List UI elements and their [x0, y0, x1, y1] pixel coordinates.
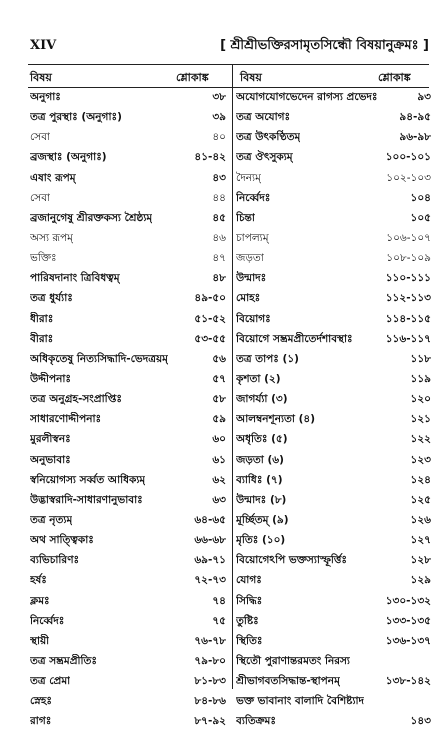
- entry-verse-number: ৬৩: [212, 493, 226, 506]
- entry-verse-number: ৪৫: [212, 211, 226, 224]
- entry-subject: সেবা: [30, 131, 51, 144]
- entry-subject: ভক্তিঃ: [30, 252, 57, 265]
- index-entry: [30, 714, 226, 734]
- entry-subject: ব্রজস্থাঃ (অনুগাঃ): [30, 151, 107, 164]
- entry-verse-number: ১২২: [410, 433, 431, 446]
- entry-verse-number: ৮৪-৮৬: [194, 695, 226, 708]
- index-entry: [30, 251, 226, 271]
- index-entry: [236, 493, 431, 513]
- index-entry: [30, 432, 226, 452]
- entry-verse-number: ১০০-১০১: [385, 151, 431, 164]
- index-entry: [236, 150, 431, 170]
- entry-subject: বিয়োগঃ: [236, 312, 271, 325]
- entry-subject: বিয়োগে সম্ভ্রমপ্রীতের্দশাবস্থাঃ: [236, 332, 353, 345]
- index-entry: [30, 271, 226, 291]
- index-entry: [236, 432, 431, 452]
- header-rule: [28, 87, 429, 88]
- index-entry: [236, 372, 431, 392]
- index-entry: [236, 674, 431, 694]
- page-number: XIV: [30, 38, 57, 53]
- entry-verse-number: ৬৪-৬৫: [194, 513, 226, 526]
- index-entry: [30, 614, 226, 634]
- entry-subject: অনুভাবাঃ: [30, 453, 71, 466]
- entry-verse-number: ৫১-৫২: [194, 312, 226, 325]
- entry-verse-number: ১১২-১১৩: [385, 292, 431, 305]
- entry-subject: তত্র ধুর্য্যাঃ: [30, 292, 73, 305]
- entry-subject: তত্র ঔৎসুক্যম্: [236, 151, 293, 164]
- entry-verse-number: ১৩৩-১৩৫: [385, 614, 431, 627]
- entry-subject: নির্ব্বেদঃ: [30, 614, 65, 627]
- index-entry: [30, 150, 226, 170]
- index-entry: [236, 171, 431, 191]
- entry-verse-number: ৭৪: [212, 594, 226, 607]
- index-entry: [30, 392, 226, 412]
- index-entry: [30, 332, 226, 352]
- entry-subject: স্থায়ী: [30, 634, 50, 647]
- index-entry: [30, 90, 226, 110]
- entry-verse-number: ৪৭: [212, 252, 226, 265]
- entry-verse-number: ১২৮: [410, 554, 431, 567]
- entry-verse-number: ১২৭: [410, 534, 431, 547]
- entry-subject: ব্যভিচারিণঃ: [30, 554, 80, 567]
- index-entry: [30, 291, 226, 311]
- entry-verse-number: ৪৯-৫০: [194, 292, 226, 305]
- index-entry: [236, 352, 431, 372]
- entry-subject: জাগর্য্যা (৩): [236, 393, 288, 406]
- entry-subject: মুরলীস্বনঃ: [30, 433, 71, 446]
- entry-subject: উদ্দীপনাঃ: [30, 372, 71, 385]
- entry-verse-number: ১০৪: [410, 191, 431, 204]
- index-entry: [236, 332, 431, 352]
- entry-subject: জড়তা (৬): [236, 453, 284, 466]
- index-entry: [30, 694, 226, 714]
- entry-subject: অথ সাত্ত্বিকাঃ: [30, 534, 94, 547]
- index-entry: [236, 533, 431, 553]
- entry-subject: সেবা: [30, 191, 51, 204]
- entry-subject: অধৃতিঃ (৫): [236, 433, 288, 446]
- index-entry: [30, 453, 226, 473]
- index-entry: [236, 291, 431, 311]
- entry-verse-number: ১২০: [410, 393, 431, 406]
- index-entry: [236, 251, 431, 271]
- entry-subject: অনুগাঃ: [30, 91, 61, 103]
- entry-subject: জড়তা: [236, 252, 264, 265]
- entry-verse-number: ৭৫: [212, 614, 226, 627]
- entry-subject: তত্র তাপঃ (১): [236, 352, 299, 365]
- index-entry: [30, 513, 226, 533]
- index-entry: [236, 271, 431, 291]
- entry-verse-number: ৭৬-৭৮: [194, 634, 226, 647]
- entry-verse-number: ১২১: [410, 413, 431, 426]
- entry-subject: উন্মাদঃ (৮): [236, 493, 287, 506]
- index-entry: [30, 312, 226, 332]
- entry-subject: স্বনিয়োগস্য সর্ব্বত আধিক্যম্: [30, 473, 146, 486]
- index-entry: [236, 553, 431, 573]
- entry-verse-number: ৭২-৭৩: [194, 574, 226, 587]
- entry-verse-number: ৪১-৪২: [194, 151, 226, 164]
- entry-verse-number: ৫৩-৫৫: [194, 332, 226, 345]
- column-divider: [232, 64, 233, 689]
- index-entry: [236, 130, 431, 150]
- index-entry: [30, 211, 226, 231]
- entry-verse-number: ১২৬: [410, 513, 431, 526]
- entry-verse-number: ১২৯: [410, 574, 431, 587]
- entry-subject: যোগঃ: [236, 574, 262, 587]
- index-entry: [30, 553, 226, 573]
- left-index-column: [30, 90, 226, 735]
- index-entry: [30, 171, 226, 191]
- index-entry: [30, 654, 226, 674]
- entry-subject: চিন্তা: [236, 211, 255, 224]
- entry-verse-number: ৩৯: [212, 111, 226, 124]
- entry-verse-number: ১০২-১০৩: [386, 171, 431, 184]
- index-entry: [30, 130, 226, 150]
- entry-verse-number: ৬৯-৭১: [194, 554, 226, 567]
- entry-subject: তত্র সম্ভ্রমপ্রীতিঃ: [30, 654, 98, 667]
- index-entry: [30, 674, 226, 694]
- index-entry: [236, 392, 431, 412]
- entry-verse-number: ১২৪: [410, 473, 431, 486]
- entry-subject: ব্যতিক্রমঃ: [236, 715, 276, 728]
- entry-verse-number: ৬২: [212, 473, 226, 486]
- index-entry: [30, 573, 226, 593]
- index-entry: [236, 573, 431, 593]
- entry-subject: তত্র উৎকণ্ঠিতম্: [236, 131, 301, 144]
- entry-subject: অধিকৃতেষু নিত্যসিদ্ধাদি-ভেদত্রয়ম্: [30, 352, 168, 365]
- entry-verse-number: ১১৮: [410, 352, 431, 365]
- index-entry: [30, 493, 226, 513]
- entry-verse-number: ৪৩: [212, 171, 226, 184]
- index-entry: [236, 614, 431, 634]
- index-entry: [30, 231, 226, 251]
- entry-verse-number: ১৩০-১৩২: [385, 594, 431, 607]
- verse-header-left: শ্লোকাঙ্ক: [176, 71, 209, 84]
- entry-verse-number: ৫৬: [212, 352, 226, 365]
- index-entry: [236, 312, 431, 332]
- entry-subject: তত্র প্রেমা: [30, 675, 71, 688]
- entry-subject: তত্র অনুগ্রহ-সংপ্রাপ্তিঃ: [30, 393, 122, 406]
- index-entry: [236, 513, 431, 533]
- entry-verse-number: ৪৬: [212, 231, 226, 244]
- index-entry: [30, 372, 226, 392]
- entry-subject: বীরাঃ: [30, 332, 54, 345]
- entry-verse-number: ১১০-১১১: [385, 272, 431, 285]
- entry-subject: রাগঃ: [30, 715, 52, 728]
- entry-verse-number: ১২৩: [410, 453, 431, 466]
- entry-verse-number: ৬০: [212, 433, 226, 446]
- entry-verse-number: ৫৯: [212, 413, 226, 426]
- entry-subject: ব্রজানুগেষু শ্রীরক্তকস্য শ্রৈষ্ঠ্যম্: [30, 211, 153, 224]
- entry-verse-number: ১৩৬-১৩৭: [385, 634, 431, 647]
- top-rule: [28, 64, 429, 65]
- index-entry: [236, 714, 431, 734]
- entry-subject: ব্যাধিঃ (৭): [236, 473, 283, 486]
- entry-verse-number: ১১৯: [410, 372, 431, 385]
- entry-subject: আলম্বনশূন্যতা (৪): [236, 413, 316, 426]
- entry-subject: তত্র অযোগঃ: [236, 111, 291, 124]
- entry-verse-number: ১১৪-১১৫: [385, 312, 431, 325]
- index-entry: [236, 473, 431, 493]
- entry-subject: তত্র নৃত্যম্: [30, 513, 73, 526]
- entry-subject: হর্ষঃ: [30, 574, 47, 587]
- entry-verse-number: ৯৪-৯৫: [399, 111, 431, 124]
- entry-verse-number: ১১৬-১১৭: [385, 332, 431, 345]
- index-entry: [30, 594, 226, 614]
- entry-subject: মোহঃ: [236, 292, 261, 305]
- entry-subject: স্থিতিঃ: [236, 634, 263, 647]
- entry-subject: বিয়োগেঽপি ভক্তস্যাস্ফূর্ত্তিঃ: [236, 554, 348, 567]
- index-entry: [236, 110, 431, 130]
- index-entry: [236, 453, 431, 473]
- entry-verse-number: ৯৩: [417, 91, 431, 103]
- index-entry: [30, 533, 226, 553]
- index-entry: [30, 191, 226, 211]
- entry-subject: পারিষদানাং ত্রিবিধত্বম্: [30, 272, 120, 285]
- entry-subject: উদ্ভাস্বরাদি-সাধারণানুভাবাঃ: [30, 493, 143, 506]
- entry-verse-number: ৩৮: [212, 91, 226, 103]
- index-entry: [236, 412, 431, 432]
- index-entry: [236, 594, 431, 614]
- index-entry: [30, 110, 226, 130]
- entry-verse-number: ৬৬-৬৮: [194, 534, 226, 547]
- entry-subject: এষাং রূপম্: [30, 171, 76, 184]
- entry-verse-number: ৪৮: [212, 272, 226, 285]
- entry-subject: নির্ব্বেদঃ: [236, 191, 271, 204]
- entry-verse-number: ৫৮: [212, 393, 226, 406]
- entry-verse-number: ৬১: [212, 453, 226, 466]
- entry-verse-number: ১৩৮-১৪২: [385, 675, 431, 688]
- entry-subject: সিদ্ধিঃ: [236, 594, 263, 607]
- entry-subject: উন্মাদঃ: [236, 272, 267, 285]
- entry-verse-number: ৮১-৮৩: [194, 675, 226, 688]
- verse-header-right: শ্লোকাঙ্ক: [378, 71, 411, 84]
- entry-verse-number: ৯৬-৯৮: [399, 131, 431, 144]
- entry-verse-number: ৫৭: [212, 372, 226, 385]
- entry-subject: মৃতিঃ (১০): [236, 534, 286, 547]
- entry-subject: অযোগযোগভেদেন রাগস্য প্রভেদঃ: [236, 91, 378, 103]
- index-entry: [236, 90, 431, 110]
- entry-verse-number: ১০৬-১০৭: [386, 231, 431, 244]
- entry-subject: মূর্চ্ছিতম্ (৯): [236, 513, 289, 526]
- entry-subject: শ্রীভাগবতসিদ্ধান্ত-স্থাপনম্: [236, 675, 340, 688]
- index-entry: [236, 211, 431, 231]
- entry-verse-number: ৪৪: [212, 191, 226, 204]
- entry-verse-number: ৪০: [212, 131, 226, 144]
- entry-verse-number: ১২৫: [410, 493, 431, 506]
- entry-subject: ধীরাঃ: [30, 312, 54, 325]
- index-entry: [30, 412, 226, 432]
- entry-subject: তুষ্টিঃ: [236, 614, 259, 627]
- index-entry: [236, 654, 431, 674]
- entry-subject: ভক্ত ভাবানাং বালাদি বৈশিষ্ট্যাদ: [236, 695, 365, 708]
- entry-verse-number: ১০৮-১০৯: [386, 252, 431, 265]
- entry-subject: সাধারণোদ্দীপনাঃ: [30, 413, 102, 426]
- entry-verse-number: ৭৯-৮০: [194, 654, 226, 667]
- index-entry: [30, 473, 226, 493]
- entry-subject: স্নেহঃ: [30, 695, 53, 708]
- entry-verse-number: ১৪৩: [410, 715, 431, 728]
- entry-subject: অস্য রূপম্: [30, 231, 74, 244]
- entry-subject: চাপল্যম্: [236, 231, 269, 244]
- index-entry: [30, 352, 226, 372]
- subject-header-left: বিষয়: [30, 71, 52, 84]
- entry-verse-number: ৮৭-৯২: [194, 715, 226, 728]
- page-title: [ শ্রীশ্রীভক্তিরসামৃতসিন্ধৌ বিষয়ানুক্রমঃ ]: [220, 38, 429, 53]
- index-entry: [236, 231, 431, 251]
- right-index-column: [236, 90, 431, 735]
- index-entry: [30, 634, 226, 654]
- index-entry: [236, 191, 431, 211]
- entry-verse-number: ১০৫: [410, 211, 431, 224]
- index-entry: [236, 634, 431, 654]
- entry-subject: দৈন্যম্: [236, 171, 261, 184]
- entry-subject: স্থিতৌ পুরাণান্তরমতং নিরস্য: [236, 654, 350, 667]
- entry-subject: তত্র পুরস্থাঃ (অনুগাঃ): [30, 111, 122, 124]
- entry-subject: ক্লমঃ: [30, 594, 50, 607]
- entry-subject: কৃশতা (২): [236, 372, 281, 385]
- subject-header-right: বিষয়: [240, 71, 262, 84]
- index-entry: [236, 694, 431, 714]
